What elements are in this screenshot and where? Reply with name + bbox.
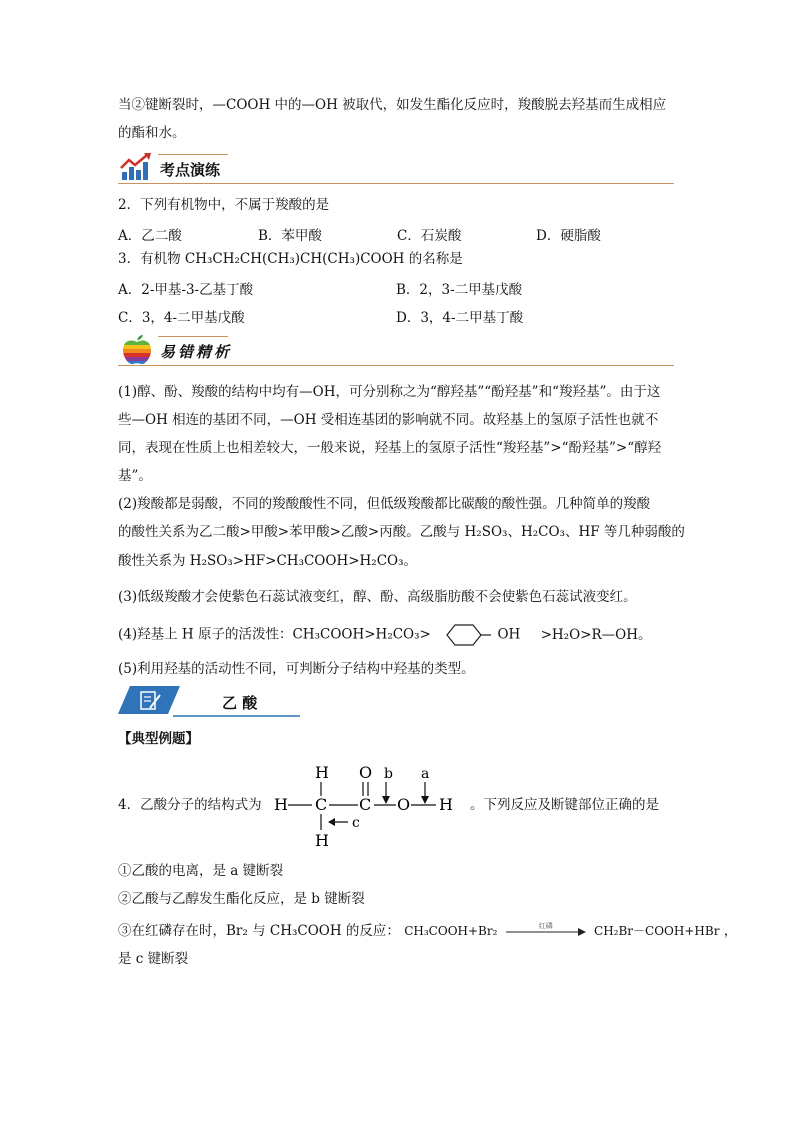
note4-prefix: (4)羟基上 H 原子的活泼性：CH₃COOH>H₂CO₃> xyxy=(118,626,431,643)
q4-statement-1: ①乙酸的电离，是 a 键断裂 xyxy=(118,863,284,879)
section-title: 乙 酸 xyxy=(222,694,258,712)
q2-option-b: B．苯甲酸 xyxy=(258,228,322,244)
q2-stem: 2．下列有机物中，不属于羧酸的是 xyxy=(118,197,330,213)
note3: (3)低级羧酸才会使紫色石蕊试液变红，醇、酚、高级脂肪酸不会使紫色石蕊试液变红。 xyxy=(118,589,637,605)
formula-atom-o: O xyxy=(359,763,373,782)
example-label: 【典型例题】 xyxy=(118,731,199,747)
q2-option-a: A．乙二酸 xyxy=(118,228,182,244)
error-header xyxy=(118,334,674,366)
note2-line3: 酸性关系为 H₂SO₃>HF>CH₃COOH>H₂CO₃。 xyxy=(118,553,418,569)
note4-oh: OH xyxy=(497,626,521,643)
arrow-icon xyxy=(506,925,586,939)
q3-option-c: C．3，4-二甲基戊酸 xyxy=(118,310,245,326)
acetic-acid-structure xyxy=(268,762,468,850)
note1-line3: 同，表现在性质上也相差较大，一般来说，羟基上的氢原子活性“羧羟基”>“酚羟基”>“醇羟 xyxy=(118,440,662,456)
q3-options-row1 xyxy=(118,278,674,298)
chart-growth-icon xyxy=(120,152,154,182)
practice-header-title: 考点演练 xyxy=(160,161,221,179)
formula-atom-h: H xyxy=(315,831,329,850)
section-banner xyxy=(118,686,308,718)
formula-atom-h: H xyxy=(439,795,453,814)
edit-note-icon xyxy=(138,689,164,713)
formula-atom-h: H xyxy=(274,795,288,814)
q4-s3-end: ， xyxy=(723,923,738,939)
q4-s3-reactants: CH₃COOH+Br₂ xyxy=(404,924,498,938)
q2-option-c: C．石炭酸 xyxy=(397,228,462,244)
q4-s3-prefix: ③在红磷存在时，Br₂ 与 CH₃COOH 的反应： xyxy=(118,923,400,939)
q3-options-row2 xyxy=(118,306,674,326)
note2-line1: (2)羧酸都是弱酸，不同的羧酸酸性不同，但低级羧酸都比碳酸的酸性强。几种简单的羧酸 xyxy=(118,496,651,512)
note4 xyxy=(118,622,651,648)
q4-stem-suffix: 。下列反应及断键部位正确的是 xyxy=(470,797,659,813)
q3-option-d: D．3，4-二甲基丁酸 xyxy=(396,310,524,326)
q2-option-d: D．硬脂酸 xyxy=(536,228,601,244)
q4-stem-prefix: 4．乙酸分子的结构式为 xyxy=(118,797,262,813)
benzene-ring-icon xyxy=(441,622,491,648)
formula-atom-o: O xyxy=(397,795,411,814)
bond-label-c: c xyxy=(352,815,360,831)
header-topline xyxy=(158,154,228,155)
bond-label-a: a xyxy=(421,766,430,782)
bond-label-b: b xyxy=(384,766,393,782)
q4-statement-3 xyxy=(118,922,737,940)
note4-suffix: >H₂O>R—OH。 xyxy=(540,626,652,643)
q2-options xyxy=(118,224,674,244)
q3-option-a: A．2-甲基-3-乙基丁酸 xyxy=(118,282,254,298)
header-rule xyxy=(118,183,674,184)
error-header-title: 易错精析 xyxy=(160,343,233,361)
header-rule xyxy=(118,365,674,366)
header-topline xyxy=(158,336,228,337)
intro-line-1: 当②键断裂时，—COOH 中的—OH 被取代，如发生酯化反应时，羧酸脱去羟基而生成相应 xyxy=(118,97,667,113)
reaction-condition: 红磷 xyxy=(538,921,553,930)
note1-line2: 些—OH 相连的基团不同，—OH 受相连基团的影响就不同。故羟基上的氢原子活性也就不 xyxy=(118,412,659,428)
q4-statement-3-line2: 是 c 键断裂 xyxy=(118,951,189,967)
note2-line2: 的酸性关系为乙二酸>甲酸>苯甲酸>乙酸>丙酸。乙酸与 H₂SO₃、H₂CO₃、HF 等几种弱酸的 xyxy=(118,524,685,540)
note1-line1: (1)醇、酚、羧酸的结构中均有—OH，可分别称之为“醇羟基”“酚羟基”和“羧羟基”。由于这 xyxy=(118,384,661,400)
q4-statement-2: ②乙酸与乙醇发生酯化反应，是 b 键断裂 xyxy=(118,891,365,907)
note5: (5)利用羟基的活动性不同，可判断分子结构中羟基的类型。 xyxy=(118,661,475,677)
practice-header xyxy=(118,152,674,184)
formula-atom-h: H xyxy=(315,763,329,782)
apple-icon xyxy=(120,334,154,366)
reaction-arrow xyxy=(506,921,586,939)
q3-option-b: B．2，3-二甲基戊酸 xyxy=(396,282,523,298)
intro-line-2: 的酯和水。 xyxy=(118,125,186,141)
q3-stem: 3．有机物 CH₃CH₂CH(CH₃)CH(CH₃)COOH 的名称是 xyxy=(118,251,463,267)
note1-line4: 基”。 xyxy=(118,468,152,484)
q4-s3-products: CH₂Br－COOH+HBr xyxy=(594,924,720,938)
formula-atom-c: C xyxy=(315,795,328,814)
formula-atom-c: C xyxy=(359,795,372,814)
